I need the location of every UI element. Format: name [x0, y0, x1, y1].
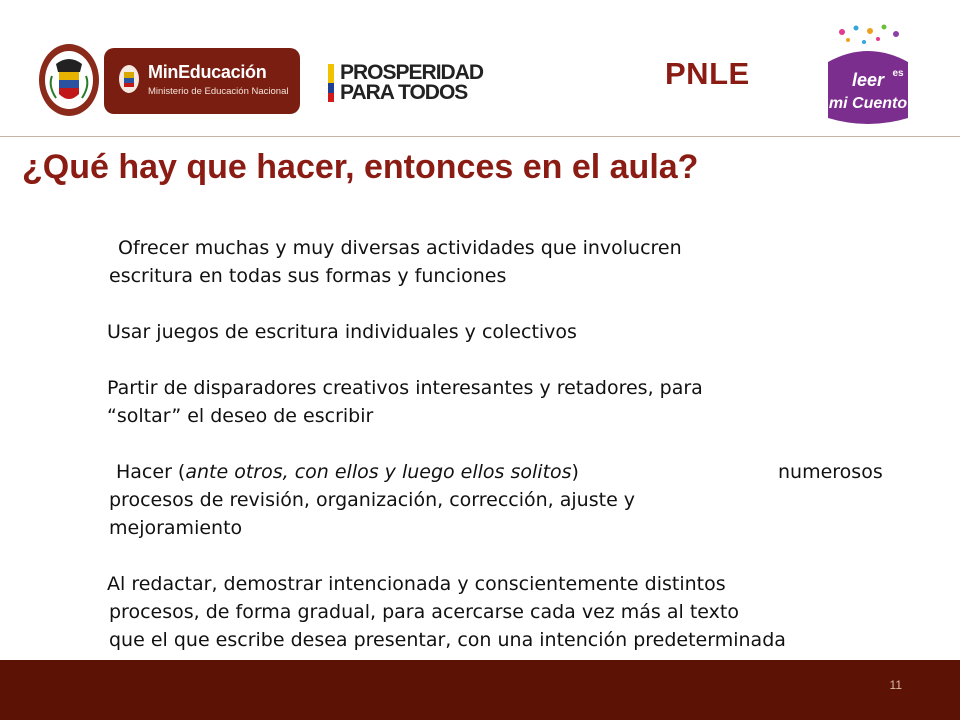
item-4-prefix: Hacer (: [116, 461, 186, 483]
item-1-line-1: Ofrecer muchas y muy diversas actividades que involucren: [118, 237, 682, 259]
item-2-line-1: Usar juegos de escritura individuales y colectivos: [107, 321, 577, 343]
minedu-subtitle: Ministerio de Educación Nacional: [148, 86, 289, 97]
item-4-suffix: ): [571, 461, 579, 483]
prosperidad-line2: PARA TODOS: [340, 81, 468, 104]
item-4-line-2: procesos de revisión, organización, corrección, ajuste y: [109, 489, 636, 511]
header-divider: [0, 136, 960, 137]
item-1-line-2: escritura en todas sus formas y funciones: [109, 265, 507, 287]
leer-es-mi-cuento-logo-icon: [818, 22, 918, 132]
item-5-line-3: que el que escribe desea presentar, con una intención predeterminada: [109, 629, 786, 651]
item-5-line-1: Al redactar, demostrar intencionada y conscientemente distintos: [107, 573, 726, 595]
minedu-logo: [104, 48, 300, 114]
colombia-seal-icon: [38, 42, 100, 118]
page-number: 11: [889, 678, 902, 692]
pnle-label: PNLE: [665, 56, 750, 91]
item-3-line-1: Partir de disparadores creativos interesantes y retadores, para: [107, 377, 703, 399]
item-5-line-2: procesos, de forma gradual, para acercarse cada vez más al texto: [109, 601, 739, 623]
footer-bar: [0, 660, 960, 720]
colombia-flag-icon: [328, 64, 334, 102]
item-4-line-1: [116, 461, 579, 483]
svg-text:es: es: [892, 68, 904, 79]
item-4-tail: numerosos: [778, 461, 883, 483]
svg-text:leer: leer: [851, 70, 885, 90]
svg-text:mi Cuento: mi Cuento: [828, 95, 908, 112]
minedu-emblem-icon: [118, 64, 140, 94]
slide-title: ¿Qué hay que hacer, entonces en el aula?: [22, 148, 699, 186]
item-4-italic: ante otros, con ellos y luego ellos solitos: [185, 461, 572, 483]
prosperidad-line1: PROSPERIDAD: [340, 61, 484, 84]
prosperidad-logo: [328, 62, 498, 104]
minedu-title: MinEducación: [148, 62, 267, 82]
item-4-line-3: mejoramiento: [109, 517, 243, 539]
item-3-line-2: “soltar” el deseo de escribir: [107, 405, 374, 427]
header: [0, 0, 960, 136]
